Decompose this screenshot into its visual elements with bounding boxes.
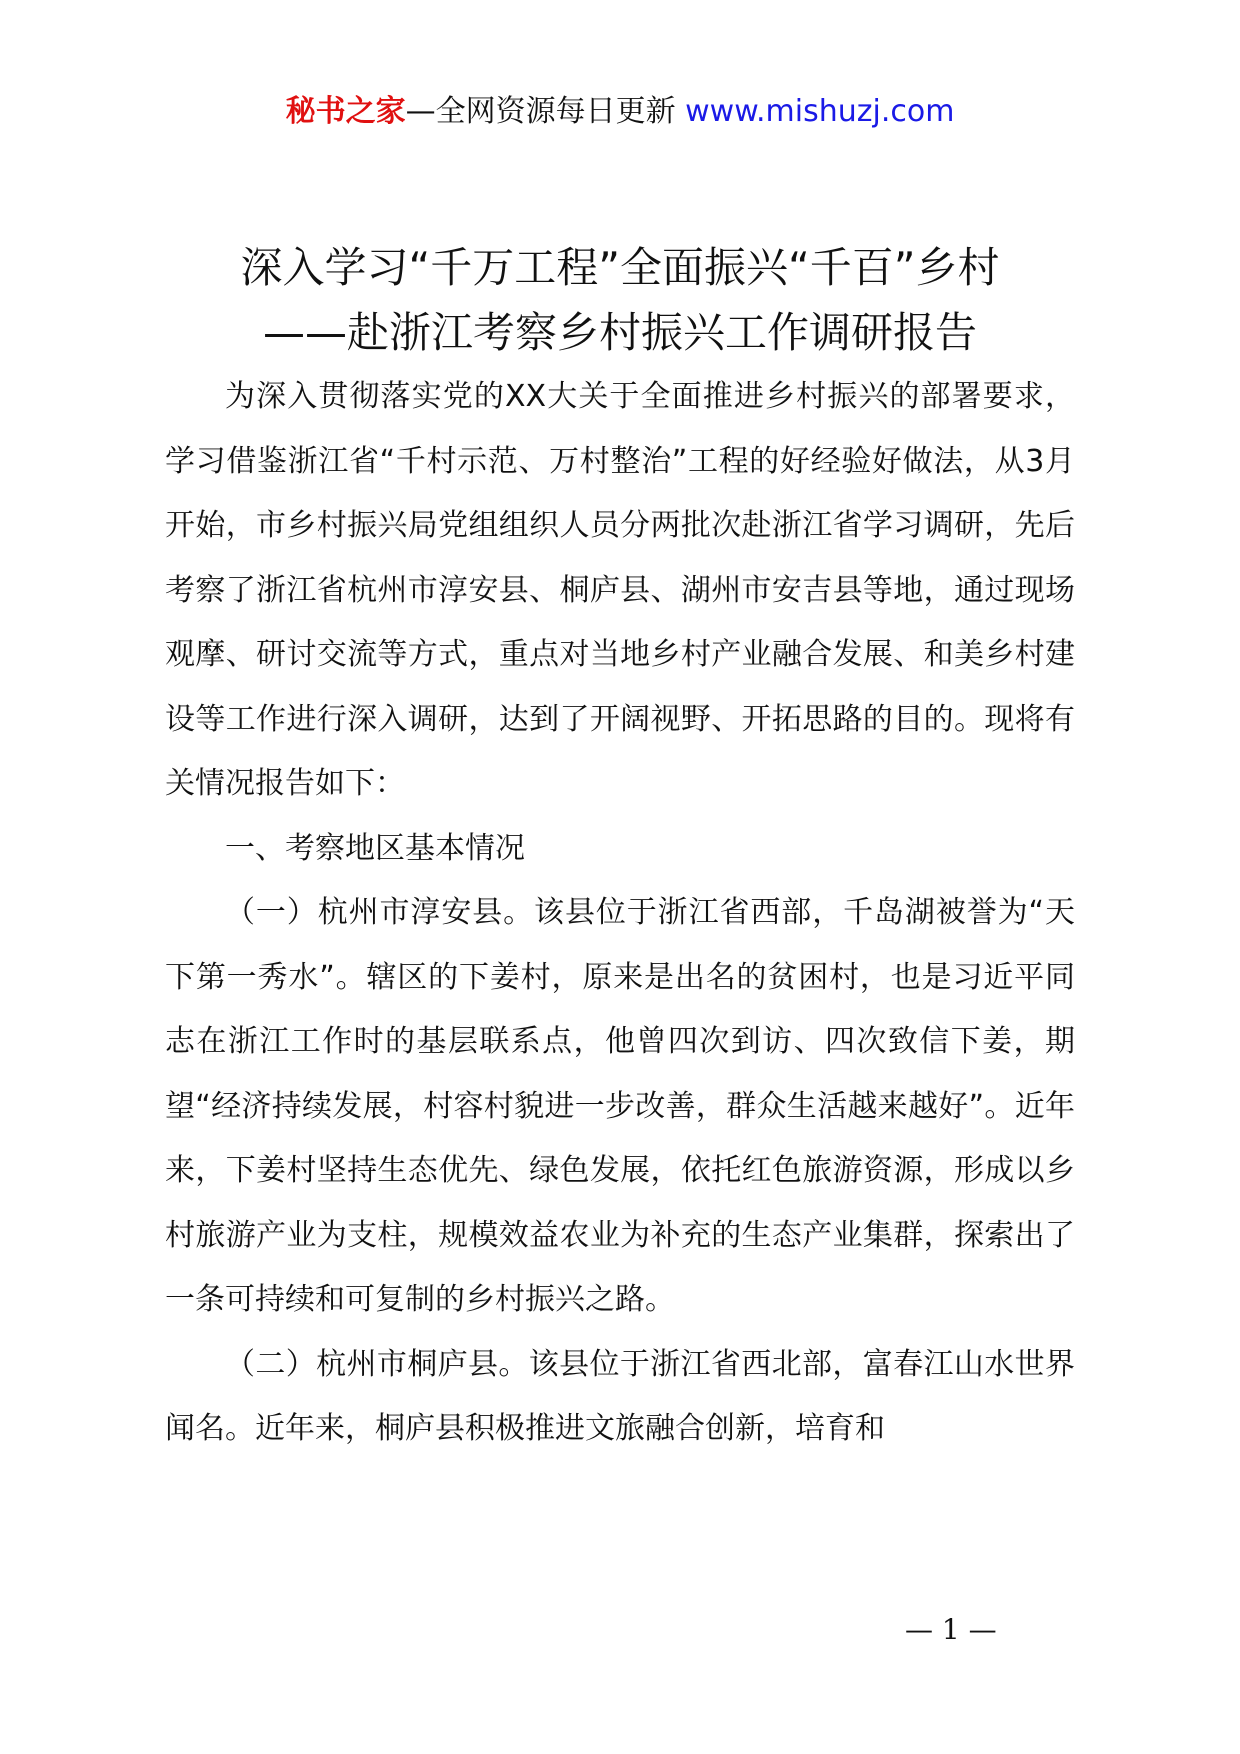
document-title: 深入学习“千万工程”全面振兴“千百”乡村 bbox=[240, 243, 1000, 292]
paragraph-tonglu: （二）杭州市桐庐县。该县位于浙江省西北部，富春江山水世界闻名。近年来，桐庐县积极推进文旅融合创新，培育和 bbox=[165, 1346, 1075, 1446]
document-body bbox=[165, 365, 1075, 1462]
site-url-link[interactable]: www.mishuzj.com bbox=[685, 94, 955, 129]
document-subtitle: ——赴浙江考察乡村振兴工作调研报告 bbox=[262, 308, 977, 357]
intro-paragraph: 为深入贯彻落实党的XX大关于全面推进乡村振兴的部署要求，学习借鉴浙江省“千村示范、万村整治”工程的好经验好做法，从3月开始，市乡村振兴局党组组织人员分两批次赴浙江省学习调研，先后考察了浙江省杭州市淳安县、桐庐县、湖州市安吉县等地，通过现场观摩、研讨交流等方式，重点对当地乡村产业融合发展、和美乡村建设等工作进行深入调研，达到了开阔视野、开拓思路的目的。现将有关情况报告如下： bbox=[165, 379, 1075, 801]
site-brand: 秘书之家 bbox=[285, 94, 406, 129]
site-header bbox=[0, 92, 1240, 132]
section-heading: 一、考察地区基本情况 bbox=[225, 830, 525, 866]
page-number: — 1 — bbox=[905, 1613, 997, 1646]
site-tagline: —全网资源每日更新 bbox=[405, 94, 676, 129]
paragraph-chunan: （一）杭州市淳安县。该县位于浙江省西部，千岛湖被誉为“天下第一秀水”。辖区的下姜村，原来是出名的贫困村，也是习近平同志在浙江工作时的基层联系点，他曾四次到访、四次致信下姜，期望“经济持续发展，村容村貌进一步改善，群众生活越来越好”。近年来，下姜村坚持生态优先、绿色发展，依托红色旅游资源，形成以乡村旅游产业为支柱，规模效益农业为补充的生态产业集群，探索出了一条可持续和可复制的乡村振兴之路。 bbox=[165, 895, 1075, 1317]
